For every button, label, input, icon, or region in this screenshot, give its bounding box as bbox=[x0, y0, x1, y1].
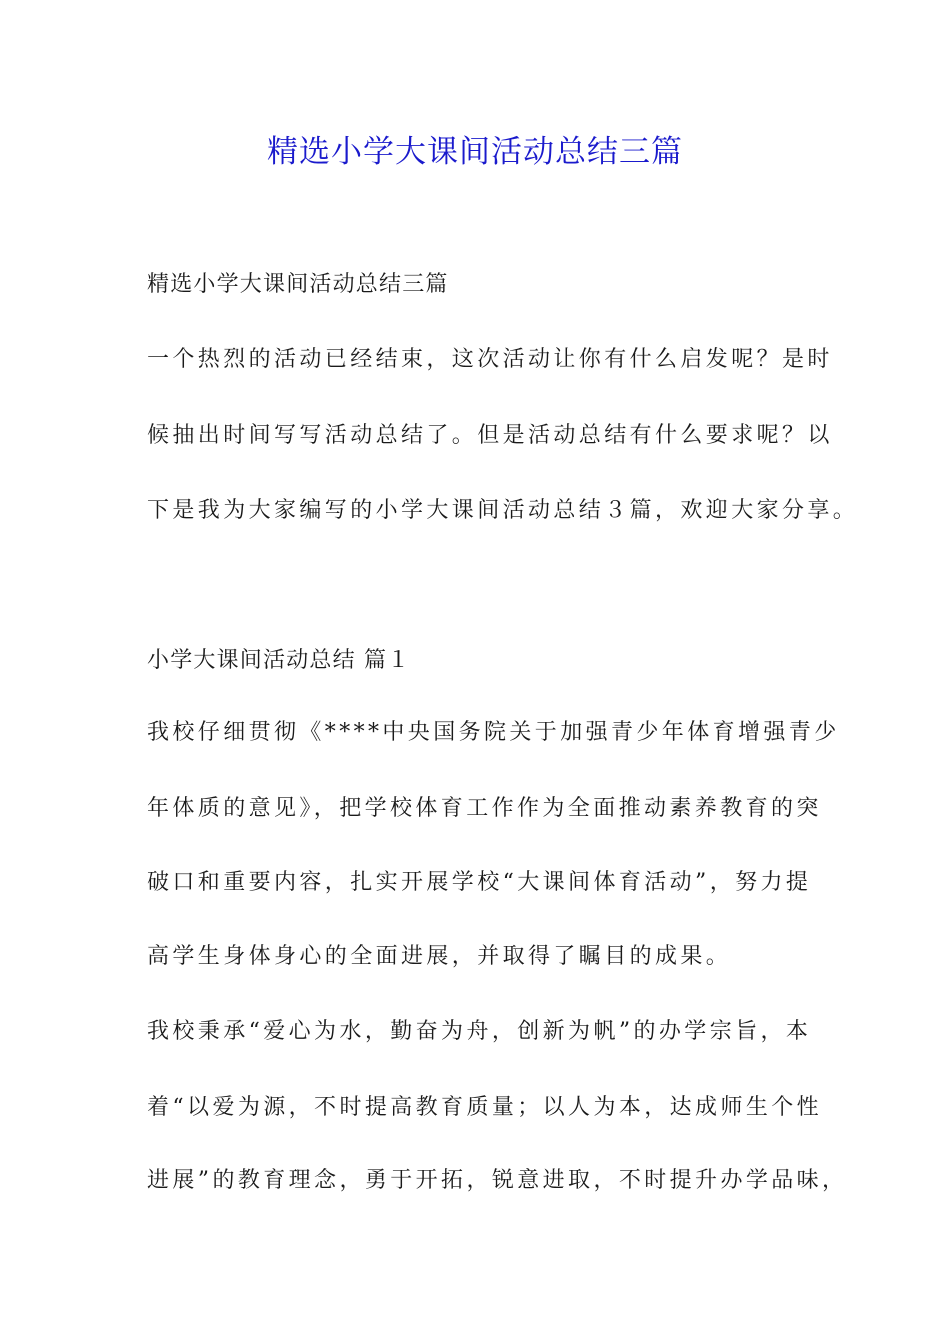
paragraph-line: 着“以爱为源，不时提高教育质量；以人为本，达成师生个性 bbox=[147, 1095, 823, 1120]
paragraph-line: 破口和重要内容，扎实开展学校“大课间体育活动”，努力提 bbox=[147, 870, 812, 895]
section-heading: 小学大课间活动总结 篇１ bbox=[147, 648, 411, 673]
document-title: 精选小学大课间活动总结三篇 bbox=[267, 134, 683, 170]
intro-line: 下是我为大家编写的小学大课间活动总结３篇，欢迎大家分享。 bbox=[147, 498, 859, 523]
intro-line: 一个热烈的活动已经结束，这次活动让你有什么启发呢？是时 bbox=[147, 347, 833, 372]
paragraph-line: 我校仔细贯彻《****中央国务院关于加强青少年体育增强青少 bbox=[147, 720, 840, 745]
paragraph-line: 进展”的教育理念，勇于开拓，锐意进取，不时提升办学品味， bbox=[147, 1168, 848, 1193]
intro-line: 候抽出时间写写活动总结了。但是活动总结有什么要求呢？以 bbox=[147, 423, 833, 448]
paragraph-line: 我校秉承“爱心为水，勤奋为舟，创新为帆”的办学宗旨，本 bbox=[147, 1019, 812, 1044]
document-subtitle: 精选小学大课间活动总结三篇 bbox=[147, 272, 449, 297]
paragraph-line: 高学生身体身心的全面进展，并取得了瞩目的成果。 bbox=[147, 944, 732, 969]
paragraph-line: 年体质的意见》，把学校体育工作作为全面推动素养教育的突 bbox=[147, 796, 822, 821]
